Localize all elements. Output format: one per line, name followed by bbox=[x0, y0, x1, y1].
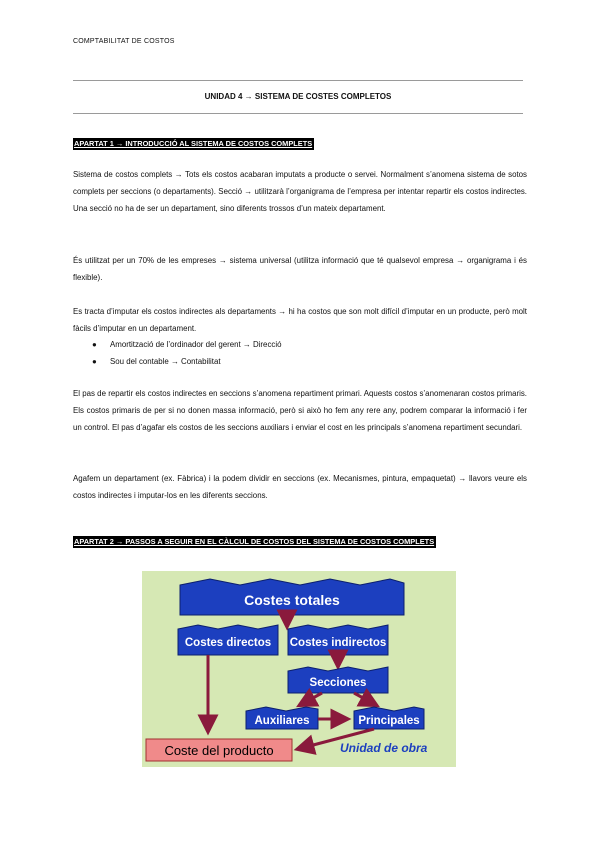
page-header: COMPTABILITAT DE COSTOS bbox=[73, 38, 175, 45]
cost-flow-diagram bbox=[142, 571, 456, 767]
coste-producto-label: Coste del producto bbox=[164, 743, 274, 758]
bullet-item-2 bbox=[92, 353, 221, 370]
costes-indirectos-label: Costes indirectos bbox=[289, 637, 387, 649]
unit-title: UNIDAD 4 → SISTEMA DE COSTES COMPLETOS bbox=[204, 92, 392, 101]
principales-label: Principales bbox=[358, 715, 420, 727]
costes-directos-label: Costes directos bbox=[184, 637, 272, 649]
bullet-icon: ● bbox=[92, 357, 97, 366]
bullet-text: Amortització de l’ordinador del gerent → Direcció bbox=[110, 340, 282, 349]
secciones-label: Secciones bbox=[309, 677, 367, 689]
auxiliares-label: Auxiliares bbox=[254, 715, 310, 727]
costes-totales-label: Costes totales bbox=[244, 592, 340, 608]
section2-heading: APARTAT 2 → PASSOS A SEGUIR EN EL CÀLCUL DE COSTOS DEL SISTEMA DE COSTOS COMPLETS bbox=[74, 537, 435, 546]
paragraph-2: És utilitzat per un 70% de les empreses → sistema universal (utilitza informació que té qualsevol empresa → organigrama i és flexible). bbox=[73, 256, 527, 282]
divider-top bbox=[73, 80, 523, 81]
bullet-text: Sou del contable → Contabilitat bbox=[110, 357, 221, 366]
paragraph-5: Agafem un departament (ex. Fàbrica) i la podem dividir en seccions (ex. Mecanismes, pintura, empaquetat) → llavors veure els costos indirectes i imputar-los en les diferents seccions. bbox=[73, 474, 527, 500]
divider-bottom bbox=[73, 113, 523, 114]
bullet-item-1 bbox=[92, 336, 281, 353]
paragraph-3: Es tracta d’imputar els costos indirectes als departaments → hi ha costos que son molt difícil d’imputar en un producte, però molt fàcils d’imputar en un departament. bbox=[73, 307, 527, 333]
paragraph-4: El pas de repartir els costos indirectes en seccions s’anomena repartiment primari. Aquests costos s’anomenaran costos primaris. Els costos primaris de per si no donen massa informació, però si això ho fem any rere any, podrem comparar la informació i fer un control. El pas d’agafar els costos de les seccions auxiliars i enviar el cost en les principals s’anomena repartiment secundari. bbox=[73, 389, 527, 432]
unidad-obra-label: Unidad de obra bbox=[340, 741, 428, 755]
section1-heading: APARTAT 1 → INTRODUCCIÓ AL SISTEMA DE COSTOS COMPLETS bbox=[74, 139, 313, 148]
paragraph-1: Sistema de costos complets → Tots els costos acabaran imputats a producte o servei. Normalment s’anomena sistema de sotos complets per seccions (o departaments). Secció → utilitzarà l’organigrama de l’empresa per intentar repartir els costos indirectes. Una secció no ha de ser un departament, sino diferents trossos d’un mateix departament. bbox=[73, 170, 527, 213]
bullet-icon: ● bbox=[92, 340, 97, 349]
